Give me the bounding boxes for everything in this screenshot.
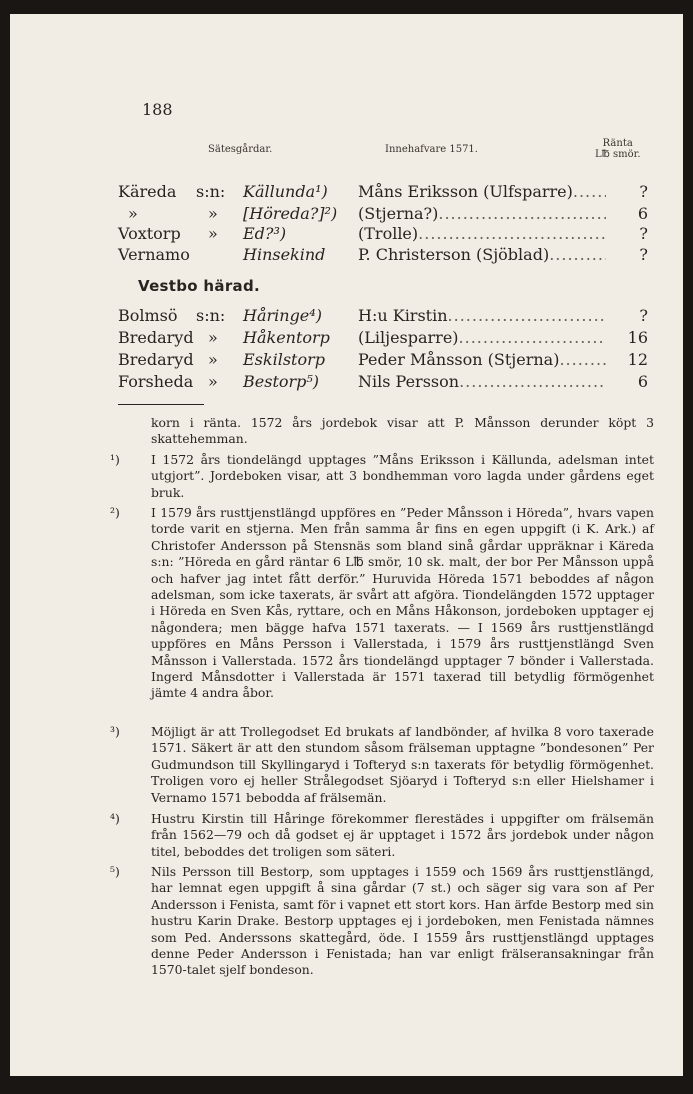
holder-text: Måns Eriksson (Ulfsparre) [358,182,573,201]
holder-text: P. Christerson (Sjöblad) [358,245,550,264]
holder [358,372,606,391]
footnote-text: Möjligt är att Trollegodset Ed brukats af landbönder, af hvilka 8 voro taxerade 1571. Säkert är att den stundom såsom frälseman upptagne ”bondesonen” Per Gudmundson till Skyllingaryd i Tofteryd s:n taxerats för betydlig förmögenhet. Troligen voro ej heller Strålegodset Sjöaryd i Tofteryd s:n eller Hielshamer i Vernamo 1571 bebodda af frälsemän. [151,724,654,805]
rent: ? [639,224,648,243]
holder-text: H:u Kirstin [358,306,448,325]
footnote-2 [110,505,654,702]
footnote-1 [110,452,654,501]
footnote-number: ³) [110,724,120,739]
table-row [118,328,648,348]
footnote-text: Nils Persson till Bestorp, som upptages i 1559 och 1569 års rusttjenstlängd, har lemnat egen uppgift å sina gårdar (7 st.) och säger sig vara son af Per Andersson i Fenista, samt för i vapnet ett stort kors. Han ärfde Bestorp med sin hustru Karin Drake. Bestorp upptages ej i jordeboken, men Fenistada nämnes som Ped. Anderssons skattegård, öde. I 1559 års rusttjenstlängd upptages denne Peder Andersson i Fenistada; han var enligt frälseransakningar från 1570-talet sjelf bondeson. [151,864,654,978]
table-row [118,182,648,202]
farm: Håringe⁴) [243,306,322,325]
footnote-3 [110,724,654,806]
farm: Eskilstorp [243,350,325,369]
place: Bolmsö [118,306,178,325]
holder [358,224,606,243]
header-ranta [595,138,641,160]
footnote-number: ⁴) [110,811,120,826]
holder-text: Peder Månsson (Stjerna) [358,350,560,369]
holder-text: (Stjerna?) [358,204,439,223]
page-number: 188 [142,100,173,119]
farm: Håkentorp [243,328,330,347]
footnote-4 [110,811,654,860]
harad-title: Vestbo härad. [138,277,260,295]
footnote-number: ⁵) [110,864,120,879]
rent: ? [639,306,648,325]
footnote-number: ²) [110,505,120,520]
farm: Hinsekind [243,245,326,264]
parish-mark: » [208,350,218,369]
holder [358,204,606,223]
footnote-rule [118,404,204,405]
table-row [118,224,648,244]
rent: 6 [637,204,648,223]
farm: Källunda¹) [243,182,328,201]
book-page [10,14,683,1076]
farm: [Höreda?]²) [243,204,338,223]
footnote-text: I 1579 års rusttjenstlängd uppföres en ”Peder Månsson i Höreda”, hvars vapen torde varit en stjerna. Men från samma år fins en egen uppgift (i K. Ark.) af Christofer Andersson på Stensnäs som bland sinå gårdar uppräknar i Käreda s:n: ”Höreda en gård räntar 6 L℔ smör, 10 sk. malt, der bor Per Månsson uppå och hafver jag intet fått derför.” Huruvida Höreda 1571 beboddes af någon adelsman, som icke taxerats, är svårt att afgöra. Tiondelängden 1572 upptager i Höreda en Sven Kås, ryttare, och en Måns Håkonson, jordeboken upptager ej någondera; men bägge hafva 1571 taxerats. — I 1569 års rusttjenstlängd uppföres en Måns Persson i Vallerstada, i 1579 års rusttjenstlängd Sven Månsson i Vallerstada. 1572 års tiondelängd upptager 7 bönder i Vallerstada. Ingerd Månsdotter i Vallerstada är 1571 taxerad till betydlig förmögenhet jämte 4 andra åbor. [151,505,654,701]
holder [358,328,606,347]
holder-text: (Trolle) [358,224,419,243]
footnote-text: I 1572 års tiondelängd upptages ”Måns Eriksson i Källunda, adelsman intet utgjort”. Jordeboken visar, att 3 bondhemman voro lagda under gårdens eget bruk. [151,452,654,500]
header-innehafvare: Innehafvare 1571. [385,144,478,155]
footnote-number: ¹) [110,452,120,467]
parish-mark: » [208,204,218,223]
rent: ? [639,245,648,264]
header-sates: Sätesgårdar. [208,144,273,155]
parish-mark: » [208,328,218,347]
holder [358,350,606,369]
place: Voxtorp [118,224,181,243]
header-ranta-line2: L℔ smör. [595,149,641,160]
rent: ? [639,182,648,201]
header-ranta-line1: Ränta [602,138,633,149]
rent: 12 [627,350,648,369]
parish-mark: » [208,224,218,243]
farm: Ed?³) [243,224,287,243]
place: Käreda [118,182,177,201]
footnote-continuation [122,415,654,448]
table-row [118,350,648,370]
parish-mark: s:n: [196,182,226,201]
table-row [118,306,648,326]
holder [358,182,606,201]
table-row [118,245,648,265]
parish-mark: » [208,372,218,391]
footnote-text: korn i ränta. 1572 års jordebok visar att P. Månsson derunder köpt 3 skattehemman. [151,415,654,447]
farm: Bestorp⁵) [243,372,320,391]
holder-text: Nils Persson [358,372,460,391]
holder-text: (Liljesparre) [358,328,459,347]
rent: 16 [627,328,648,347]
place: Forsheda [118,372,194,391]
place: Bredaryd [118,350,194,369]
place: Bredaryd [118,328,194,347]
holder [358,245,606,264]
parish-mark: s:n: [196,306,226,325]
table-row [118,204,648,224]
place: Vernamo [118,245,190,264]
footnote-5 [110,864,654,979]
footnote-text: Hustru Kirstin till Håringe förekommer flerestädes i uppgifter om frälsemän från 1562—79 och då godset ej är upptaget i 1572 års jordebok under någon titel, beboddes det troligen som säteri. [151,811,654,859]
holder [358,306,606,325]
place: » [128,204,138,223]
rent: 6 [637,372,648,391]
table-row [118,372,648,392]
